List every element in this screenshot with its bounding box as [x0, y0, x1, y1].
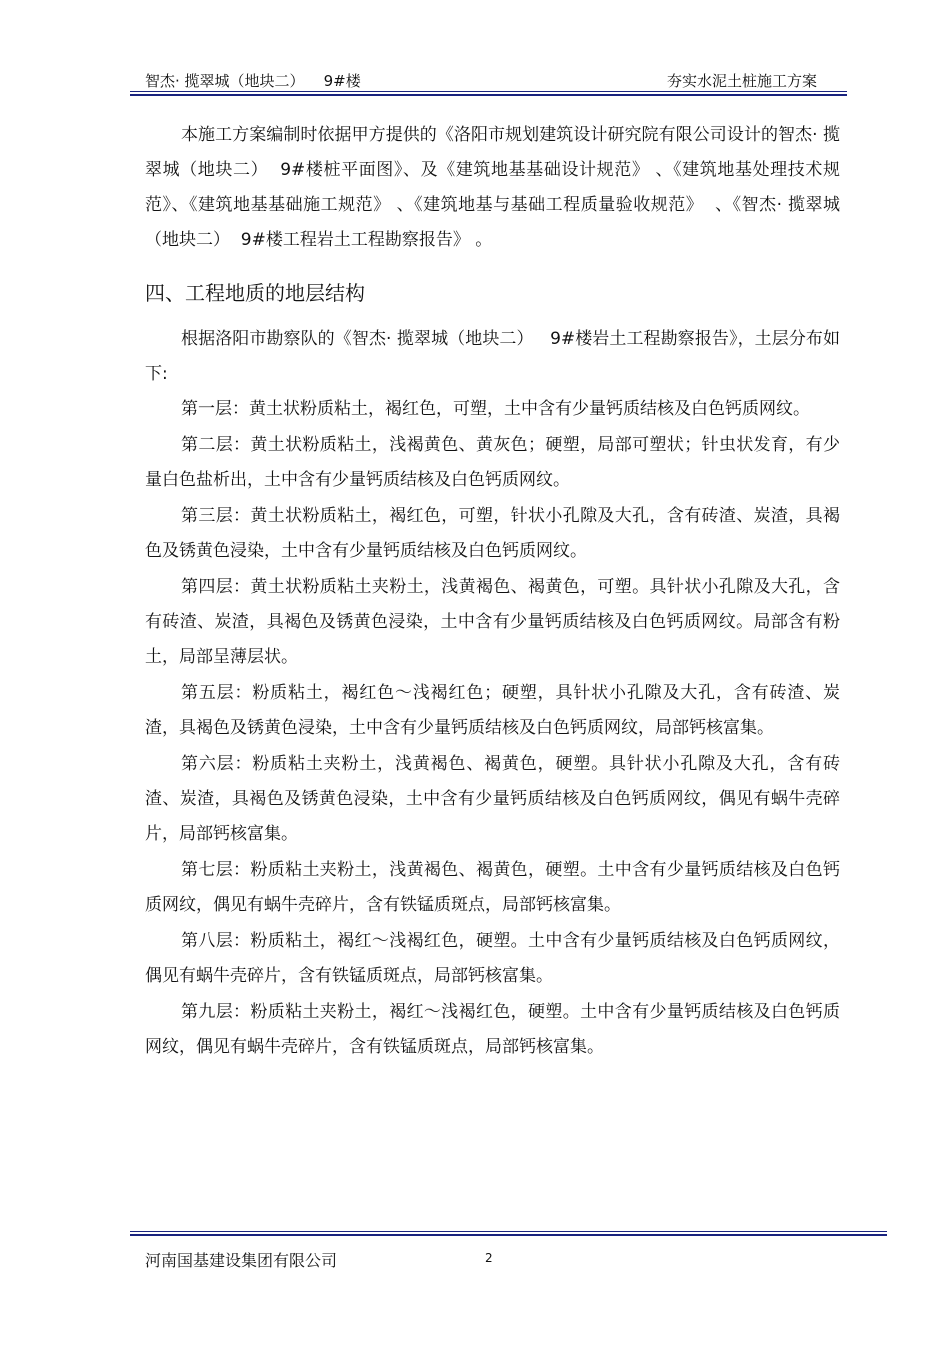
footer-rule: [130, 1231, 887, 1232]
layer-paragraph-1: 第一层：黄土状粉质粘土，褐红色，可塑，土中含有少量钙质结核及白色钙质网纹。: [181, 399, 810, 419]
layer-paragraph-6: 第六层：粉质粘土夹粉土，浅黄褐色、褐黄色，硬塑。具针状小孔隙及大孔，含有砖渣、炭渣，具褐色及锈黄色浸染，土中含有少量钙质结核及白色钙质网纹，偶见有蜗牛壳碎片，局部钙核富集。: [145, 754, 840, 844]
layer-paragraph-4: 第四层：黄土状粉质粘土夹粉土，浅黄褐色、褐黄色，可塑。具针状小孔隙及大孔，含有砖渣、炭渣，具褐色及锈黄色浸染，土中含有少量钙质结核及白色钙质网纹。局部含有粉土，局部呈薄层状。: [145, 577, 840, 667]
footer-rule-bold: [130, 1234, 887, 1236]
header-document-title: 夯实水泥土桩施工方案: [666, 72, 817, 90]
page-body: [145, 118, 840, 1066]
section-lead-paragraph: 根据洛阳市勘察队的《智杰· 揽翠城（地块二） 9#楼岩土工程勘察报告》，土层分布如下:: [145, 329, 840, 384]
layer-paragraph-9: 第九层：粉质粘土夹粉土，褐红～浅褐红色，硬塑。土中含有少量钙质结核及白色钙质网纹，偶见有蜗牛壳碎片，含有铁锰质斑点，局部钙核富集。: [145, 1002, 840, 1057]
header-rule: [130, 91, 847, 92]
header-rule-bold: [130, 94, 847, 96]
footer-company-name: 河南国基建设集团有限公司: [145, 1251, 338, 1270]
layer-paragraph-8: 第八层：粉质粘土，褐红～浅褐红色，硬塑。土中含有少量钙质结核及白色钙质网纹，偶见有蜗牛壳碎片，含有铁锰质斑点，局部钙核富集。: [145, 931, 840, 986]
layer-paragraph-3: 第三层：黄土状粉质粘土，褐红色，可塑，针状小孔隙及大孔，含有砖渣、炭渣，具褐色及锈黄色浸染，土中含有少量钙质结核及白色钙质网纹。: [145, 506, 840, 561]
page-number: 2: [485, 1251, 493, 1265]
layer-paragraph-2: 第二层：黄土状粉质粘土，浅褐黄色、黄灰色；硬塑，局部可塑状；针虫状发育，有少量白色盐析出，土中含有少量钙质结核及白色钙质网纹。: [145, 435, 840, 490]
intro-paragraph: 本施工方案编制时依据甲方提供的《洛阳市规划建筑设计研究院有限公司设计的智杰· 揽翠城（地块二） 9#楼桩平面图》、及《建筑地基基础设计规范》 、《建筑地基处理技术规范》、《建筑地基基础施工规范》 、《建筑地基与基础工程质量验收规范》 、《智杰· 揽翠城（地块二） 9#楼工程岩土工程勘察报告》 。: [145, 125, 840, 250]
layer-paragraph-5: 第五层：粉质粘土，褐红色～浅褐红色；硬塑，具针状小孔隙及大孔，含有砖渣、炭渣，具褐色及锈黄色浸染，土中含有少量钙质结核及白色钙质网纹，局部钙核富集。: [145, 683, 840, 738]
header-project-title: 智杰· 揽翠城（地块二） 9#楼: [145, 72, 361, 90]
layer-paragraph-7: 第七层：粉质粘土夹粉土，浅黄褐色、褐黄色，硬塑。土中含有少量钙质结核及白色钙质网纹，偶见有蜗牛壳碎片，含有铁锰质斑点，局部钙核富集。: [145, 860, 840, 915]
section-heading: 四、工程地质的地层结构: [145, 281, 365, 305]
